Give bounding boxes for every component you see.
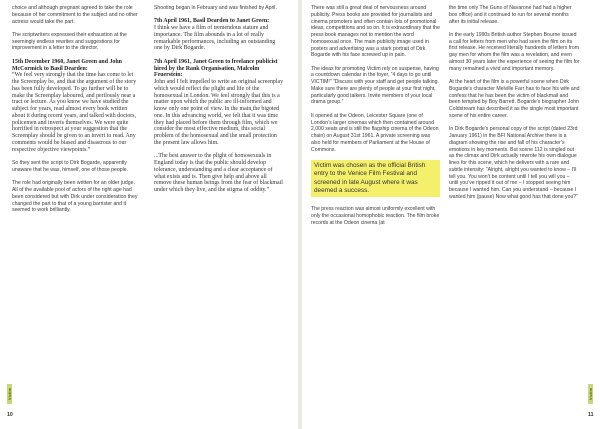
right-page — [302, 0, 600, 429]
letter-heading: 15th December 1960, Janet Green and John McCormick to Basil Dearden: — [12, 58, 122, 72]
left-column-1 — [12, 5, 140, 221]
page-number: 10 — [7, 412, 13, 418]
paragraph: The scriptwriters expressed their exhaustion at the seemingly endless rewrites and suggestions for improvement in a letter to the director. — [12, 31, 127, 52]
left-column-2 — [154, 5, 284, 194]
letter-heading: 7th April 1961, Basil Dearden to Janet Green: — [154, 18, 270, 25]
paragraph: the time only The Guns of Navarone had had a higher box office) and it continued to run for several months after its initial release. — [449, 5, 572, 25]
letter-quote — [154, 153, 284, 194]
letter-body: I think we have a film of tremendous stature and importance. The film abounds in a lot of really remarkable performances, including an outstanding one by Dirk Bogarde. — [154, 25, 276, 52]
section-tab — [7, 384, 12, 404]
pull-quote: Victim was chosen as the official British entry to the Venice Film Festival and screened in late August where it was deemed a success. — [311, 160, 440, 197]
section-tab — [588, 384, 593, 404]
letter-body: John and I felt impelled to write an original screenplay which would reflect the plight and life of the homosexual in London. We feel strongly that this is a matter upon which the public are ill-informed and know only one point of view. In the main,the bigoted one. In this advancing world, we felt that it was time they had placed before them through film, which we consider the most effective medium, this social problem of the homosexual and the small protection the present law allows him. — [154, 79, 284, 146]
paragraph: The ideas for promoting Victim rely on suspense, having a countdown calendar in the foyer, “4 days to go until VICTIM!” “Discuss with your staff and get people talking. Make sure there are plenty of people at your first night, particularly good talkers. Invite members of your local drama group.” — [311, 65, 439, 106]
paragraph: Shooting began in February and was finished by April. — [154, 5, 277, 11]
left-page — [0, 0, 298, 429]
paragraph: It opened at the Odeon, Leicester Square (one of London’s larger cinemas which then contained around 2,000 seats and is still the flagship cinema of the Odeon chain) on August 31st 1961. A private screening was also held for members of Parliament at the House of Commons. — [311, 112, 439, 153]
paragraph: In the early 1990s British author Stephen Bourne issued a call for letters from men who had seen the film on its first release. He received literally hundreds of letters from gay men for whom the film was a revelation, and even almost 30 years later the experience of seeing the film for many remained a vivid and important memory. — [449, 31, 580, 72]
paragraph: So they sent the script to Dirk Bogarde, apparently unaware that he was, himself, one of those people. — [12, 160, 129, 173]
paragraph: In Dirk Bogarde’s personal copy of the script (dated 23rd January 1961) in the BFI National Archive there is a diagram showing the rise and fall of his character’s emotions in key moments. But scene 112 is singled out as the climax and Dirk actually rewrote his own dialogue lines for this scene, which he delivers with a rare and subtle intensity: “Alright, alright you wanted to know – I’ll tell you. You won’t be content until I tell you will you – until you’ve ripped it out of me – I stopped seeing him because I wanted him. Can you understand – because I wanted him (pause) Now what good has that done you?” — [449, 126, 578, 200]
paragraph: choice and although pregnant agreed to take the role because of her commitment to the subject and no other actress would take the part. — [12, 5, 138, 25]
letter-heading: 7th April 1961, Janet Green to freelance publicist hired by the Rank Organisation, Malcolm Feuerstein: — [154, 58, 278, 79]
paragraph: The role had originally been written for an older judge. All of the available pool of actors of the right age had been considered but with Dirk under consideration they changed the part to that of a young barrister and it seemed to work brilliantly. — [12, 180, 138, 214]
section-tab-label: Victim — [7, 388, 12, 400]
letter-quote — [12, 59, 140, 154]
paragraph: At the heart of the film is a powerful scene when Dirk Bogarde’s character Melville Farr has to face his wife and confess that he has been the victim of blackmail and been tempted by Boy Barrett. Bogarde’s biographer John Coldstream has described it as the single most important scene of his entire career. — [449, 79, 580, 119]
paragraph: There was still a great deal of nervousness around publicity. Press books are provided for journalists and cinema promoters and often contain lots of promotional ideas, competitions and so on. It is extraordinary that the press book manages not to mention the word homosexual once. The main publicity image used in posters and advertising was a stark portrait of Dirk Bogarde with his face screwed up in pain. — [311, 5, 440, 59]
letter-quote — [154, 18, 284, 52]
letter-quote — [154, 59, 284, 147]
section-tab-label: Victim — [588, 388, 593, 400]
letter-body: ...The best answer to the plight of homosexuals in England today is that the public should develop tolerance, understanding and a clear acceptance of what exists and is. Then give help and above all remove these human beings from the fear of blackmail under which they live, and the stigma of oddity.” — [154, 153, 283, 194]
right-column-1 — [311, 5, 440, 233]
letter-body: “We feel very strongly that the time has come to let the Screenplay be, and that the argument of the story has been fully developed. To go further will be to make the Screenplay laboured, and perilously near a tract or lecture. As you know we have studied the subject for years, read almost every book written about it during recent years, and talked with doctors, policemen and inverts themselves. We were quite horrified in retrospect at your suggestion that the Screenplay should be given to an invert to read. Any comments would be biased and disastrous to our respective objective viewpoints.” — [12, 72, 137, 153]
right-column-2 — [449, 5, 580, 207]
page-number: 11 — [588, 412, 594, 418]
paragraph: The press reaction was almost uniformly excellent with only the occasional homophobic reaction. The film broke records at the Odeon cinema (at — [311, 206, 440, 226]
